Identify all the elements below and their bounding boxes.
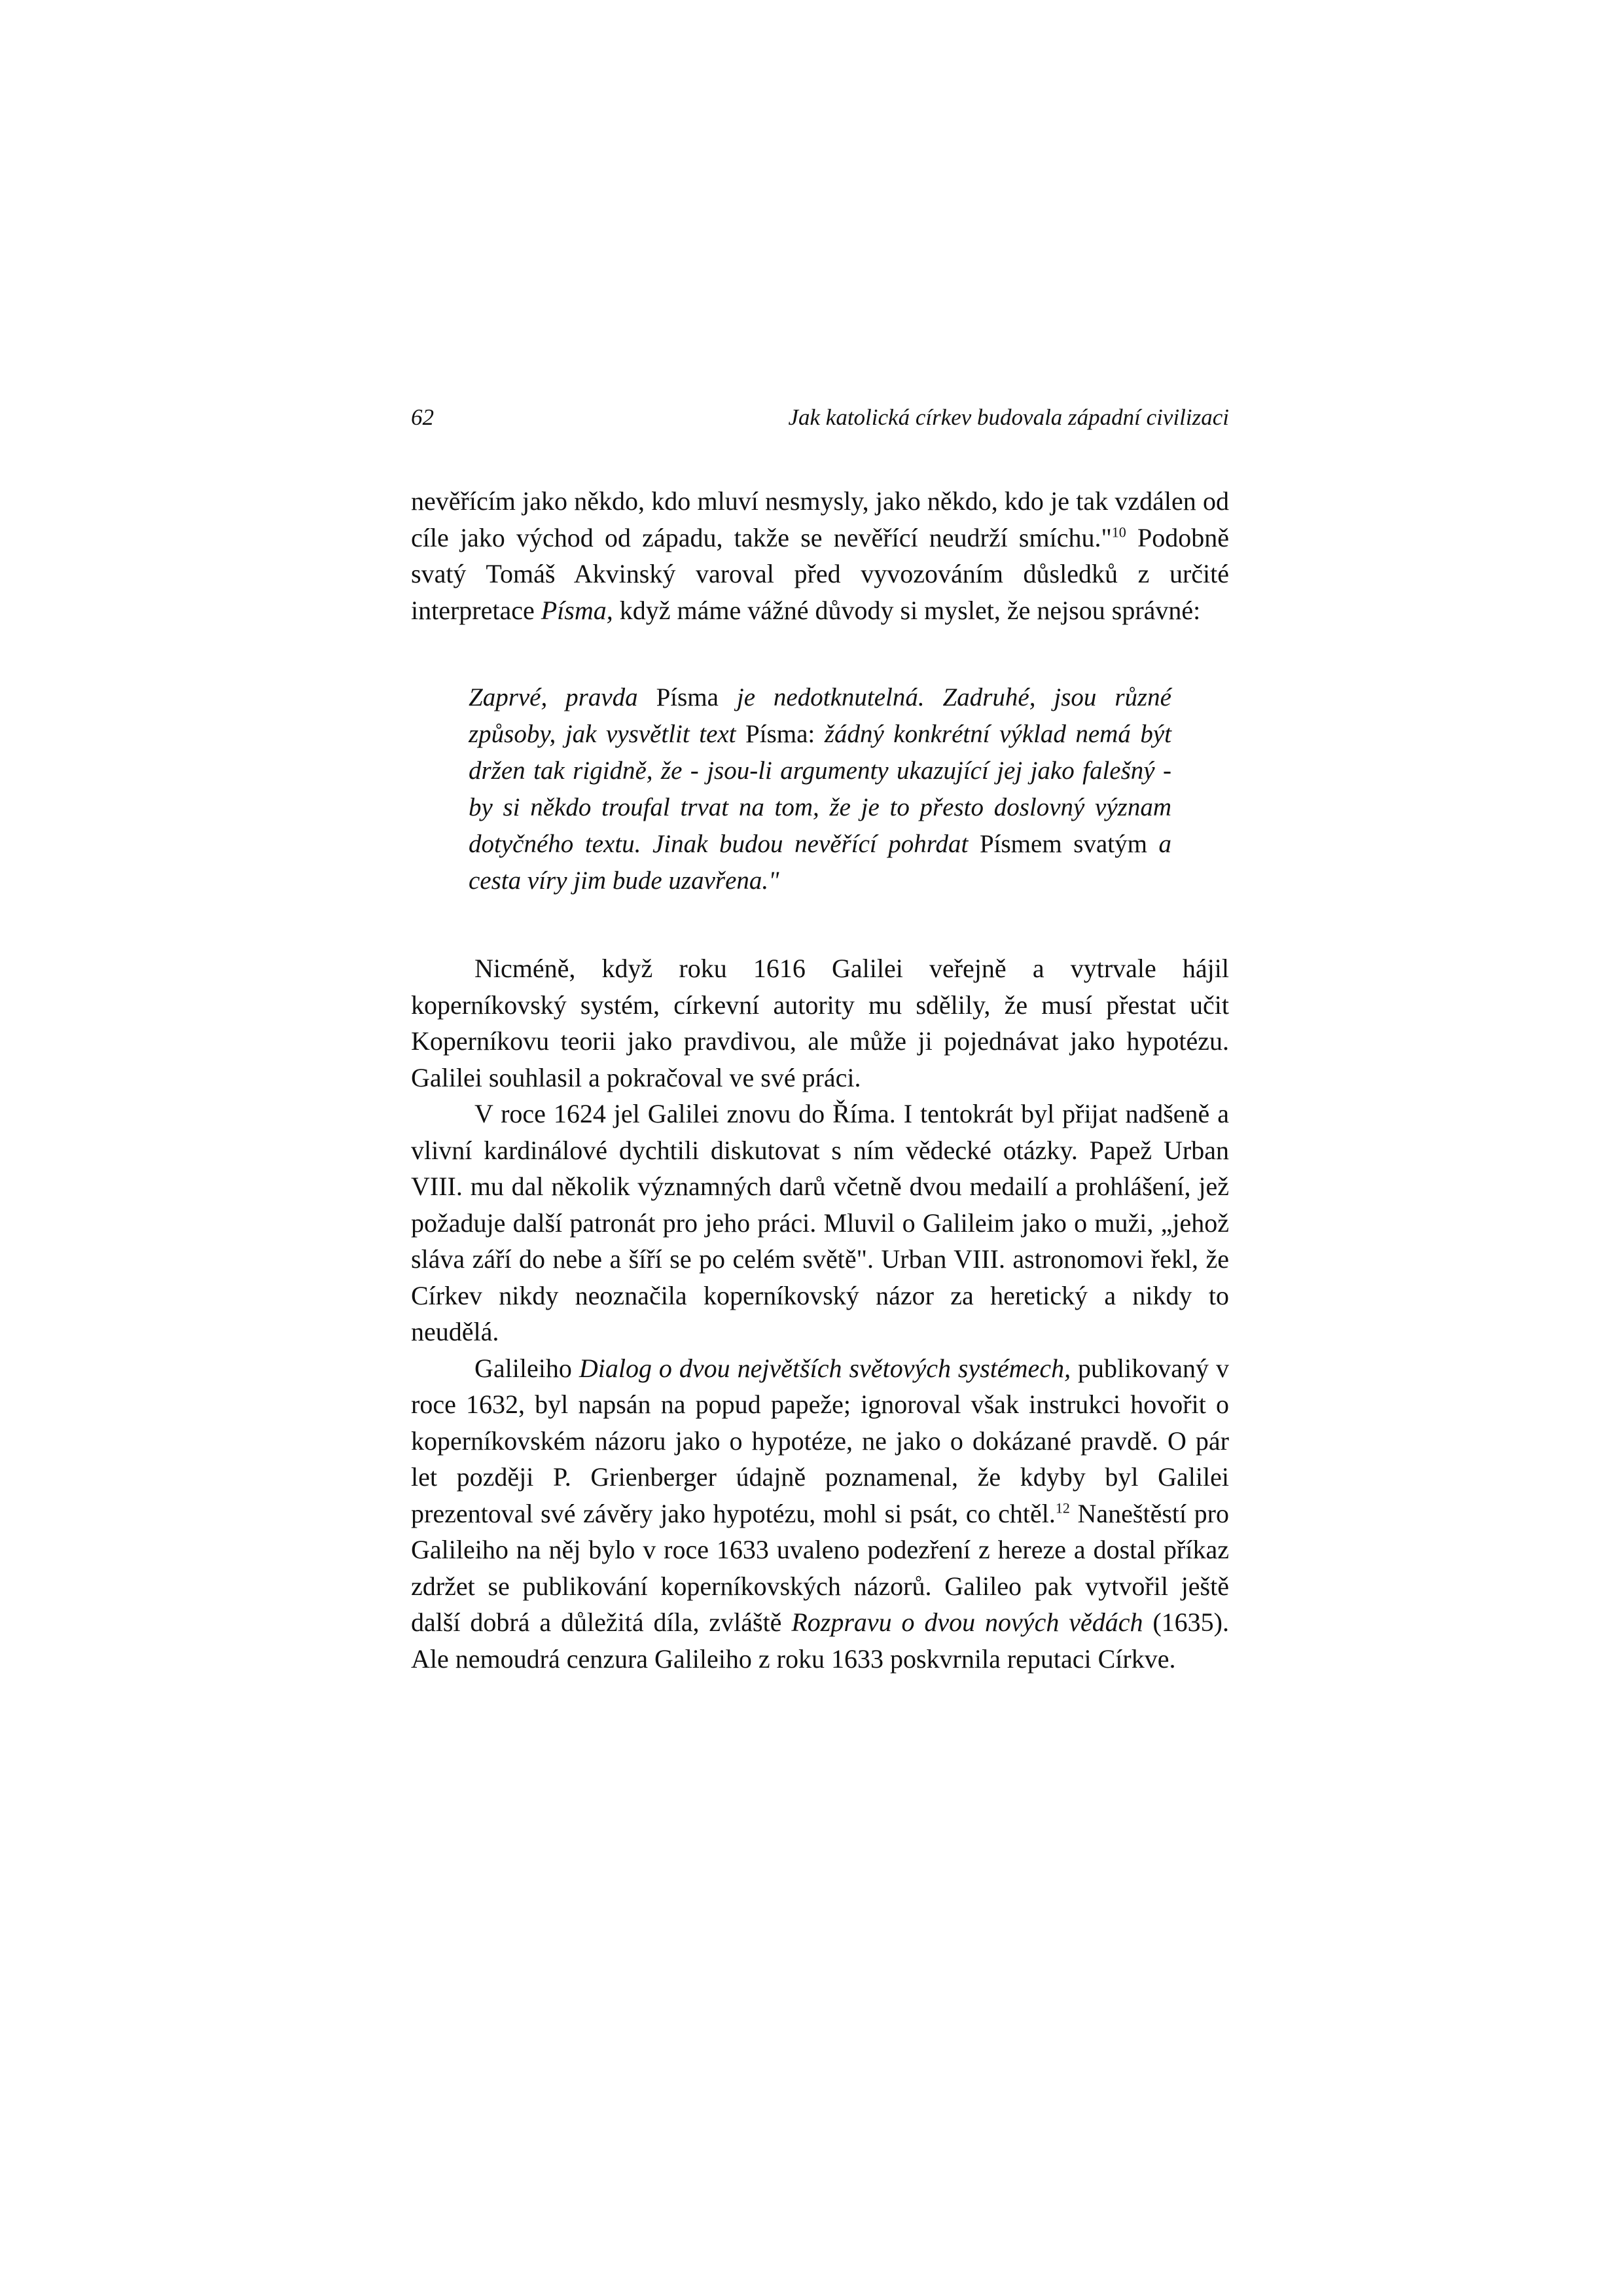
italic-run: Dialog o dvou největších světových systémech, [579, 1353, 1071, 1383]
paragraph-2 [411, 950, 1229, 1096]
italic-run: je nedotknutelná. Zadruhé, jsou různé způsoby, jak vysvětlit text [469, 683, 1171, 748]
text-run: V roce 1624 jel Galilei znovu do Říma. I tentokrát byl přijat nadšeně a vlivní kardinálové dychtili diskutovat s ním vědecké otázky. Papež Urban VIII. mu dal několik významných darů včetně dvou medailí a prohlášení, jež požaduje další patronát pro jeho práci. Mluvil o Galileim jako o muži, „jehož sláva září do nebe a šíří se po celém světě". Urban VIII. astronomovi řekl, že Církev nikdy neoznačila koperníkovský názor za heretický a nikdy to neudělá. [411, 1099, 1229, 1346]
text-run: Podobně svatý Tomáš Akvinský varoval před vyvozováním důsledků z určité interpretace [411, 522, 1230, 625]
text-run: (1635). Ale nemoudrá cenzura Galileiho z roku 1633 poskvrnila reputaci Církve. [411, 1607, 1229, 1674]
text-run: Galileiho [474, 1353, 579, 1383]
italic-run: Písma, [541, 595, 613, 625]
page-header [411, 404, 1229, 444]
block-quote [469, 679, 1171, 899]
paragraph-4 [411, 1350, 1229, 1677]
text-run: Písmem svatým [968, 830, 1159, 858]
italic-run: Zaprvé, pravda [469, 683, 638, 711]
body-text [411, 483, 1229, 1677]
text-run: Nicméně, když roku 1616 Galilei veřejně a vytrvale hájil koperníkovský systém, církevní autority mu sdělily, že musí přestat učit Koperníkovu teorii jako pravdivou, ale může ji pojednávat jako hypotézu. Galilei souhlasil a pokračoval ve své práci. [411, 954, 1229, 1092]
running-title: Jak katolická církev budovala západní civilizaci [788, 404, 1229, 430]
paragraph-1 [411, 483, 1229, 628]
italic-run: a cesta víry jim bude uzavřena." [469, 830, 1171, 895]
footnote-ref-10: 10 [1111, 524, 1126, 541]
italic-run: Rozpravu o dvou nových vědách [791, 1607, 1143, 1637]
text-run: Naneštěstí pro Galileiho na něj bylo v roce 1633 uvaleno podezření z hereze a dostal příkaz zdržet se publikování koperníkovských názorů. Galileo pak vytvořil ještě další dobrá a důležitá díla, zvláště [411, 1498, 1230, 1637]
paragraph-3 [411, 1096, 1229, 1350]
italic-run: žádný konkrétní výklad nemá být držen tak rigidně, že - jsou-li argumenty ukazující jej jako falešný - by si někdo troufal trvat na tom, že je to přesto doslovný význam dotyčného textu. Jinak budou nevěřící pohrdat [469, 720, 1172, 858]
footnote-ref-12: 12 [1055, 1499, 1070, 1516]
page-number: 62 [411, 404, 434, 430]
text-run: publikovaný v roce 1632, byl napsán na popud papeže; ignoroval však instrukci hovořit o koperníkovském názoru jako o hypotéze, ne jako o dokázané pravdě. O pár let později P. Grienberger údajně poznamenal, že kdyby byl Galilei prezentoval své závěry jako hypotézu, mohl si psát, co chtěl. [411, 1353, 1229, 1528]
text-run: Písma: [736, 720, 825, 748]
text-run: Písma [637, 683, 737, 711]
text-run: nevěřícím jako někdo, kdo mluví nesmysly, jako někdo, kdo je tak vzdálen od cíle jako východ od západu, takže se nevěřící neudrží smíchu." [411, 486, 1229, 552]
text-run: když máme vážné důvody si myslet, že nejsou správné: [613, 595, 1201, 625]
